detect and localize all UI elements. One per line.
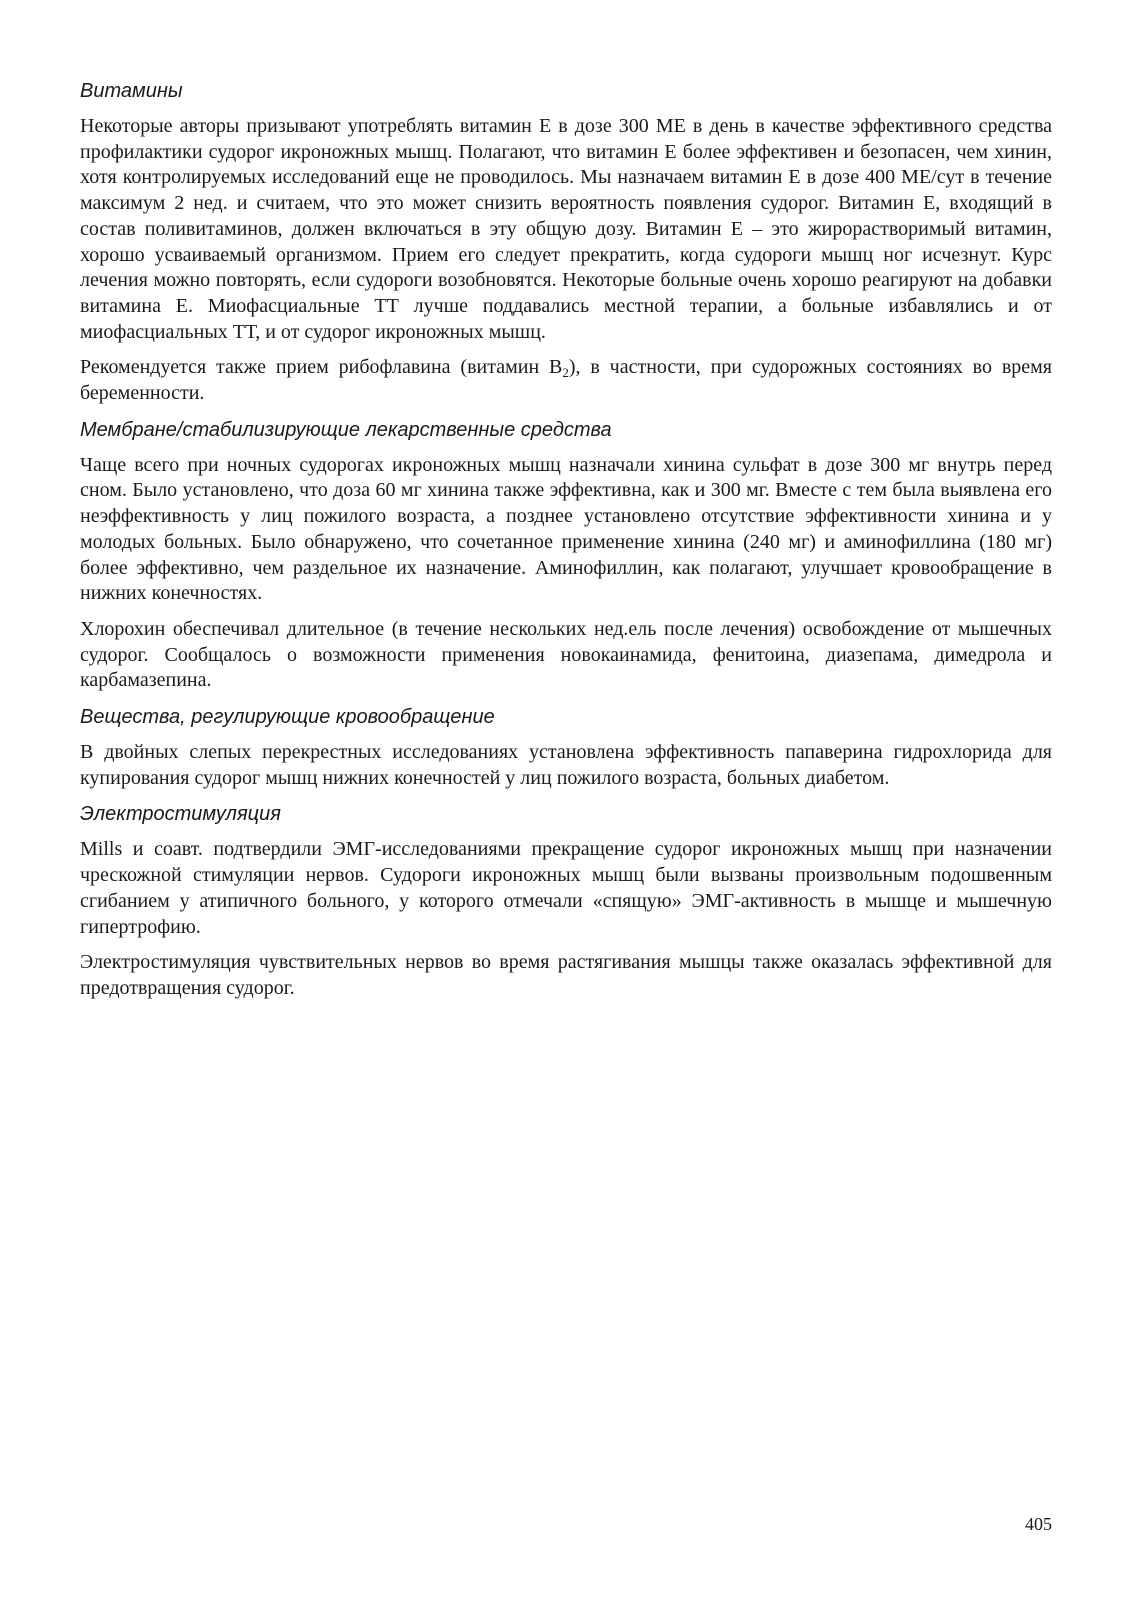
paragraph: Mills и соавт. подтвердили ЭМГ-исследованиями прекращение судорог икроножных мышц при назначении чрескожной стимуляции нервов. Судороги икроножных мышц были вызваны произвольным подошвенным сгибанием у атипичного больного, у которого отмечали «спящую» ЭМГ-активность в мышце и мышечную гипертрофию. [80,838,1052,938]
text-run: Рекомендуется также прием рибофлавина (витамин B [80,356,563,379]
paragraph: В двойных слепых перекрестных исследованиях установлена эффективность папаверина гидрохлорида для купирования судорог мышц нижних конечностей у лиц пожилого возраста, больных диабетом. [80,741,1052,789]
section-electrostimulation [80,801,1052,1001]
section-heading: Вещества, регулирующие кровообращение [80,706,495,729]
section-vitamins [80,78,1052,407]
paragraph: Электростимуляция чувствительных нервов во время растягивания мышцы также оказалась эффективной для предотвращения судорог. [80,951,1052,999]
subscript: 2 [562,365,569,381]
section-membrane-stabilizing [80,417,1052,694]
section-heading: Витамины [80,80,183,102]
paragraph: Хлорохин обеспечивал длительное (в течение нескольких нед.ель после лечения) освобождение от мышечных судорог. Сообщалось о возможности применения новокаинамида, фенитоина, диазепама, димедрола и карбамазепина. [80,617,1052,692]
section-heading: Электростимуляция [80,803,281,826]
paragraph-riboflavin [80,355,1052,406]
paragraph: Чаще всего при ночных судорогах икроножных мышц назначали хинина сульфат в дозе 300 мг внутрь перед сном. Было установлено, что доза 60 мг хинина также эффективна, как и 300 мг. Вместе с тем была выявлена его неэффективность у лиц пожилого возраста, а позднее установлено отсутствие эффективности хинина и у молодых больных. Было обнаружено, что сочетанное применение хинина (240 мг) и аминофиллина (180 мг) более эффективно, чем раздельное их назначение. Аминофиллин, как полагают, улучшает кровообращение в нижних конечностях. [80,453,1052,605]
document-page [80,78,1052,1012]
section-circulation [80,704,1052,791]
page-number: 405 [1025,1514,1052,1534]
paragraph: Некоторые авторы призывают употреблять витамин E в дозе 300 ME в день в качестве эффективного средства профилактики судорог икроножных мышц. Полагают, что витамин E более эффективен и безопасен, чем хинин, хотя контролируемых исследований еще не проводилось. Мы назначаем витамин E в дозе 400 МЕ/сут в течение максимум 2 нед. и считаем, что это может снизить вероятность появления судорог. Витамин E, входящий в состав поливитаминов, должен включаться в эту общую дозу. Витамин E – это жирорастворимый витамин, хорошо усваиваемый организмом. Прием его следует прекратить, когда судороги мышц ног исчезнут. Курс лечения можно повторять, если судороги возобновятся. Некоторые больные очень хорошо реагируют на добавки витамина E. Миофасциальные ТТ лучше поддавались местной терапии, а больные избавлялись и от миофасциальных ТТ, и от судорог икроножных мышц. [80,115,1052,343]
section-heading: Мембране/стабилизирующие лекарственные средства [80,418,612,441]
text-run: ), в частности, при судорожных состояниях во время беременности. [80,356,1052,405]
